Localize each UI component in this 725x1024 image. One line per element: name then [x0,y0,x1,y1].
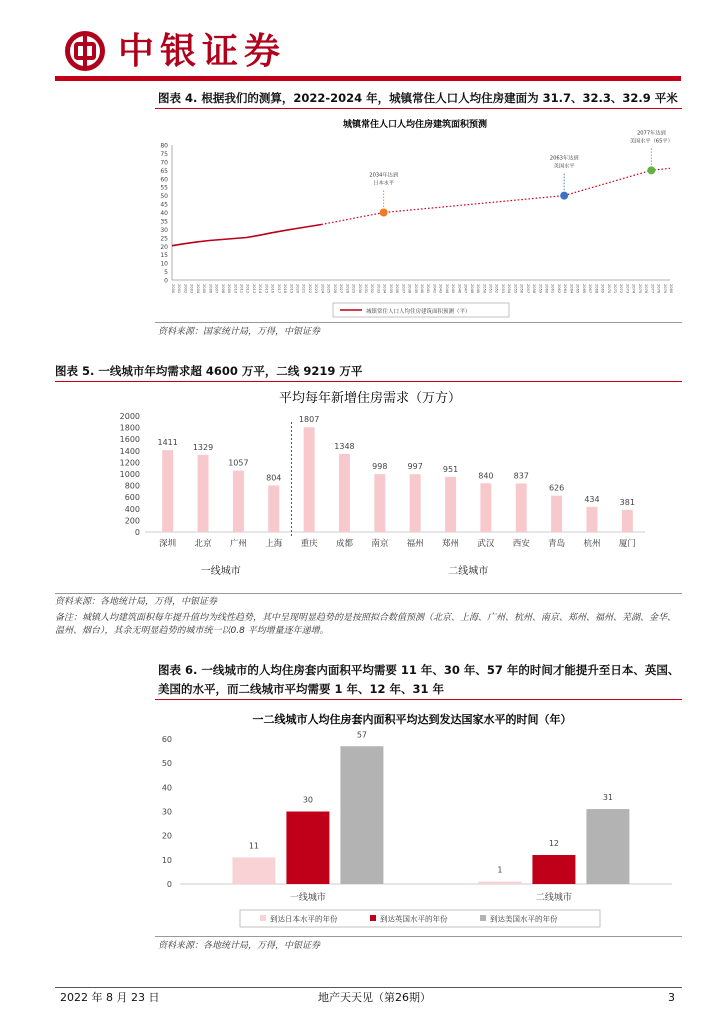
bank-of-china-logo [64,30,106,72]
fig4-x-tick: 2049 [476,284,481,294]
fig4-x-tick: 2003 [189,284,194,294]
fig4-milestone-label: 2063年达到 [549,155,579,162]
fig4-chart-title: 城镇常住人口人均住房建筑面积预测 [342,120,488,130]
fig4-x-tick: 2068 [594,284,599,294]
fig4-milestone-label: 英国水平 [553,163,575,170]
fig4-y-tick: 0 [164,277,168,285]
fig4-x-tick: 2023 [314,284,319,294]
fig5-y-tick: 200 [124,516,140,526]
fig6-title-rule [155,699,682,700]
fig4-x-tick: 2079 [662,284,667,294]
fig6-bar [478,882,521,884]
fig5-y-tick: 1000 [119,470,140,479]
fig6-y-tick: 20 [161,831,172,841]
fig4-y-tick: 50 [160,193,168,201]
fig5-y-tick: 0 [134,528,140,537]
fig5-category-label: 广州 [229,539,247,549]
fig5-data-label: 804 [266,473,282,483]
fig4-milestone-point [380,209,388,217]
fig4-x-tick: 2031 [363,284,368,294]
footer-publication: 地产天天见（第26期） [318,991,431,1004]
fig6-data-label: 30 [302,795,314,805]
fig6-title-line1: 图表 6. 一线城市的人均住房套内面积平均需要 11 年、30 年、57 年的时间才能提升至日本、英国、 [158,663,680,677]
fig5-y-tick: 1600 [119,435,140,445]
fig5-group2-label: 二线城市 [448,566,489,577]
fig4-milestone-point [647,166,655,174]
fig4-x-tick: 2007 [214,284,219,294]
fig6-bottom-rule [155,936,682,937]
fig4-x-tick: 2035 [388,284,393,294]
fig4-x-tick: 2046 [457,284,462,294]
fig4-x-tick: 2033 [376,284,381,294]
fig5-note: 备注：城镇人均建筑面积每年提升值均为线性趋势，其中呈现明显趋势的是按照拟合数值预测（北京、上海、广州、杭州、南京、郑州、福州、芜湖、金华、温州、烟台），其余无明显趋势的城市统一以0.8 平均增量逐年递增。 [55,613,677,636]
fig5-title: 图表 5. 一线城市年均需求超 4600 万平，二线 9219 万平 [55,364,363,378]
fig4-x-tick: 2029 [351,284,356,294]
fig4-y-tick: 45 [160,201,168,209]
fig4-x-tick: 2026 [332,284,337,294]
fig4-y-tick: 10 [160,260,168,268]
fig6-legend-swatch [480,915,486,921]
fig4-series-line [172,225,321,246]
fig5-y-tick: 400 [124,504,140,514]
fig4-x-tick: 2075 [637,284,642,294]
fig4-x-tick: 2006 [208,284,213,294]
fig4-x-tick: 2044 [444,284,449,294]
footer-rule [55,987,682,988]
fig4-milestone-label: 2034年达到 [369,172,399,179]
fig4-source: 资料来源：国家统计局，万得，中银证券 [158,327,321,337]
fig4-x-tick: 2067 [588,284,593,294]
fig4-x-tick: 2010 [233,284,238,294]
fig4-x-tick: 2066 [581,284,586,294]
fig4-x-tick: 2073 [625,284,630,294]
fig5-category-label: 青岛 [548,539,566,549]
fig5-category-label: 成都 [335,539,353,549]
fig4-y-tick: 80 [160,142,168,150]
fig5-data-label: 997 [407,462,423,472]
fig4-x-tick: 2001 [177,284,182,294]
fig5-y-tick: 1200 [119,458,140,468]
fig5-bottom-rule [55,593,682,594]
fig5-data-label: 951 [442,464,459,474]
fig5-data-label: 837 [513,471,529,481]
fig6-data-label: 12 [548,839,560,848]
fig4-x-tick: 2063 [563,284,568,294]
fig4-milestone-label: 2077年达到 [636,130,666,137]
fig4-x-tick: 2020 [295,284,300,294]
fig6-bar [340,746,383,884]
fig5-category-label: 深圳 [159,539,177,549]
fig4-x-tick: 2041 [426,284,431,294]
fig6-data-label: 11 [248,841,260,851]
fig4-x-tick: 2054 [507,284,512,294]
fig4-x-tick: 2017 [276,284,281,294]
fig4-x-tick: 2039 [413,284,418,294]
fig5-category-label: 福州 [406,539,424,549]
fig4-x-tick: 2078 [656,284,661,294]
fig4-y-tick: 35 [160,218,168,226]
fig5-data-label: 434 [584,494,600,504]
fig4-x-tick: 2076 [644,284,649,294]
fig4-x-tick: 2032 [370,284,375,294]
fig4-x-tick: 2036 [395,284,400,294]
fig4-x-tick: 2024 [320,284,325,294]
fig6-legend-label: 到达日本水平的年份 [270,914,338,924]
fig4-x-tick: 2011 [239,284,244,294]
fig4-y-tick: 25 [160,235,168,243]
fig6-y-tick: 40 [161,783,172,793]
fig5-data-label: 381 [619,497,635,507]
fig4-x-tick: 2004 [195,284,200,294]
fig5-category-label: 重庆 [300,539,318,549]
fig4-y-tick: 15 [160,252,168,260]
fig4-x-tick: 2014 [258,284,263,294]
fig5-category-label: 厦门 [618,539,636,549]
fig5-bar [551,496,562,532]
fig4-x-tick: 2015 [264,284,269,294]
fig6-bar [586,809,629,884]
fig5-bar [586,507,597,532]
fig5-y-tick: 600 [124,493,140,503]
fig4-x-tick: 2077 [650,284,655,294]
footer-date: 2022 年 8 月 23 日 [60,991,160,1004]
fig5-bar [198,455,209,532]
fig6-y-tick: 10 [161,855,172,865]
fig4-y-tick: 20 [160,243,168,251]
fig4-x-tick: 2005 [202,284,207,294]
fig4-x-tick: 2027 [339,284,344,294]
fig4-x-tick: 2013 [251,284,256,294]
fig5-bar [445,477,456,532]
fig6-data-label: 1 [497,865,503,875]
fig4-x-tick: 2047 [463,284,468,294]
fig4-milestone-label: 日本水平 [373,180,395,187]
fig5-bar [516,483,527,532]
fig4-x-tick: 2064 [569,284,574,294]
fig4-x-tick: 2071 [612,284,617,294]
fig5-data-label: 1411 [157,438,178,448]
fig4-x-tick: 2016 [270,284,275,294]
fig5-bar [268,485,279,532]
fig5-bar [233,471,244,532]
fig6-data-label: 31 [602,793,614,803]
fig5-chart [55,382,682,592]
fig4-x-tick: 2057 [525,284,530,294]
fig6-source: 资料来源：各地统计局，万得，中银证券 [158,941,321,951]
fig4-x-tick: 2002 [183,284,188,294]
fig4-milestone-label: 美国水平（65平） [629,138,673,145]
fig4-x-tick: 2019 [289,284,294,294]
fig4-y-tick: 65 [160,167,168,175]
fig4-x-tick: 2060 [544,284,549,294]
brand-name: 中银证券 [118,30,287,72]
fig4-x-tick: 2045 [451,284,456,294]
fig4-x-tick: 2058 [532,284,537,294]
fig4-x-tick: 2069 [600,284,605,294]
fig5-bar [480,483,491,532]
fig6-legend-label: 到达美国水平的年份 [490,914,558,924]
fig4-x-tick: 2018 [283,284,288,294]
fig5-category-label: 南京 [371,539,389,549]
fig5-category-label: 杭州 [583,539,601,549]
fig6-bar [532,855,575,884]
fig4-x-tick: 2022 [307,284,312,294]
fig6-bar [286,812,329,885]
fig4-x-tick: 2053 [500,284,505,294]
fig6-chart [150,701,682,935]
fig4-x-tick: 2050 [482,284,487,294]
fig5-bar [374,474,385,532]
fig5-y-tick: 800 [124,481,140,491]
fig4-y-tick: 60 [160,176,168,184]
fig5-data-label: 998 [372,462,388,472]
fig4-legend-label: 城镇常住人口人均住房建筑面积预测（平） [366,309,471,315]
fig6-category-label: 一线城市 [289,893,326,903]
fig4-chart [150,110,680,322]
fig6-category-label: 二线城市 [535,893,572,903]
fig6-title-line2: 美国的水平，而二线城市平均需要 1 年、12 年、31 年 [158,682,445,696]
fig4-x-tick: 2052 [494,284,499,294]
fig5-y-tick: 1800 [119,423,140,433]
fig4-x-tick: 2072 [619,284,624,294]
fig5-data-label: 1807 [298,415,320,425]
fig5-group1-label: 一线城市 [200,566,241,577]
fig4-x-tick: 2059 [538,284,543,294]
fig6-data-label: 57 [356,730,368,740]
fig5-data-label: 1057 [228,458,249,468]
fig4-milestone-point [560,192,568,200]
fig5-bar [622,510,633,532]
fig4-x-tick: 2040 [420,284,424,294]
fig4-x-tick: 2074 [631,284,636,294]
fig4-x-tick: 2062 [556,284,561,294]
fig4-x-tick: 2012 [245,284,250,294]
fig5-category-label: 武汉 [477,539,495,549]
fig4-y-tick: 40 [160,210,168,217]
fig6-y-tick: 30 [161,807,172,817]
fig6-legend-swatch [370,915,376,921]
fig4-x-tick: 2028 [345,284,350,294]
fig4-x-tick: 2025 [326,284,331,294]
fig4-x-tick: 2056 [519,284,524,294]
fig4-x-tick: 2009 [227,284,232,294]
fig4-x-tick: 2043 [438,284,443,294]
fig4-x-tick: 2055 [513,284,518,294]
fig4-y-tick: 30 [160,226,168,234]
fig5-data-label: 1329 [192,442,214,452]
fig4-x-tick: 2042 [432,284,437,294]
fig6-y-tick: 60 [161,735,172,744]
fig4-x-tick: 2038 [407,284,412,294]
fig4-x-tick: 2070 [606,284,611,294]
fig5-category-label: 郑州 [442,539,460,549]
fig5-category-label: 上海 [265,539,283,549]
fig4-x-tick: 2061 [550,284,555,294]
fig5-y-tick: 2000 [119,412,140,421]
fig5-chart-title: 平均每年新增住房需求（万方） [278,391,462,406]
fig4-x-tick: 2037 [401,284,406,294]
fig5-data-label: 626 [548,483,565,493]
fig4-x-tick: 2021 [301,284,306,294]
fig4-y-tick: 70 [160,159,168,167]
fig6-legend-swatch [260,915,266,921]
fig5-category-label: 西安 [512,539,530,549]
fig6-y-tick: 0 [166,880,172,889]
fig5-category-label: 北京 [194,539,212,549]
fig4-y-tick: 55 [160,184,168,192]
fig4-x-tick: 2080 [669,284,673,294]
fig5-bar [410,474,421,532]
fig4-y-tick: 5 [164,269,168,277]
fig5-source: 资料来源：各地统计局，万得，中银证券 [55,597,218,607]
fig4-x-tick: 2034 [382,284,387,294]
fig5-bar [162,450,173,532]
fig4-title: 图表 4. 根据我们的测算，2022-2024 年，城镇常住人口人均住房建面为 31.7、32.3、32.9 平米 [158,91,678,105]
fig5-y-tick: 1400 [119,446,140,456]
fig4-x-tick: 2051 [488,284,493,294]
header-divider [55,76,681,81]
fig4-x-tick: 2030 [357,284,362,294]
fig4-x-tick: 2008 [220,284,225,294]
fig6-bar [232,857,275,884]
fig5-bar [304,427,315,532]
footer-page-number: 3 [668,991,675,1004]
fig4-x-tick: 2048 [469,284,474,294]
fig4-x-tick: 2000 [171,284,175,294]
fig4-bottom-rule [155,322,682,323]
fig6-legend-label: 到达英国水平的年份 [380,914,448,924]
fig5-data-label: 1348 [334,441,355,451]
fig6-chart-title: 一二线城市人均住房套内面积平均达到发达国家水平的时间（年） [252,713,572,726]
fig4-x-tick: 2065 [575,284,580,294]
fig4-title-rule [155,108,682,109]
fig4-y-tick: 75 [160,150,168,158]
fig5-data-label: 840 [478,471,494,481]
fig5-bar [339,454,350,532]
fig6-y-tick: 50 [161,759,172,769]
